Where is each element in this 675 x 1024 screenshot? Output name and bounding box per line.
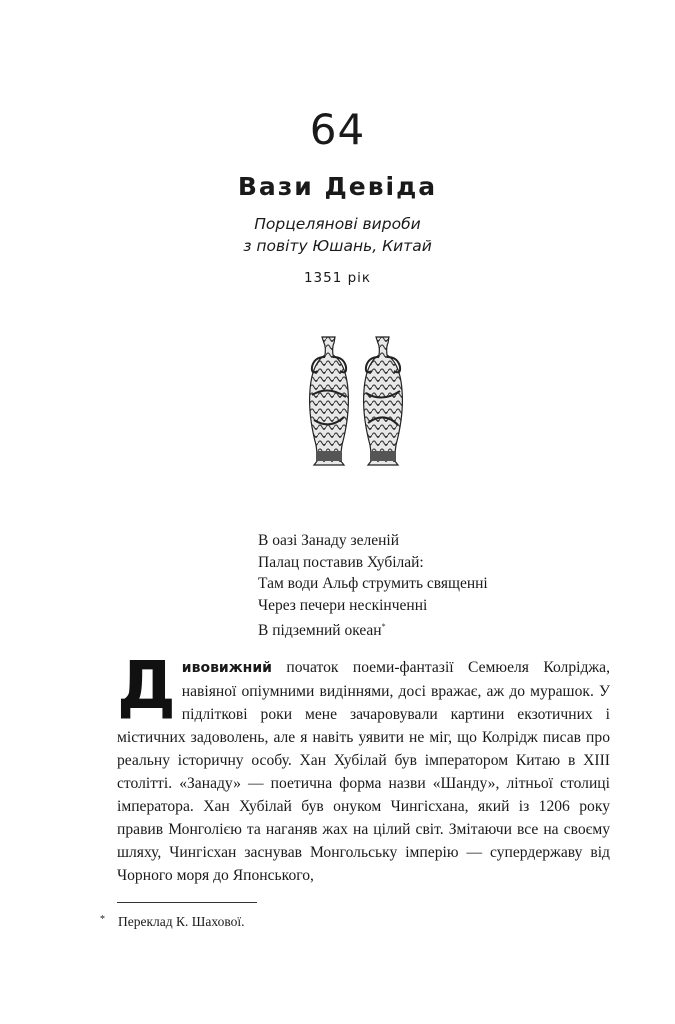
drop-cap: Д	[117, 647, 176, 724]
chapter-number: 64	[309, 105, 366, 154]
poem-line-last	[258, 616, 488, 642]
vase-right	[364, 337, 403, 465]
footnote	[100, 914, 245, 930]
poem-line: В оазі Занаду зеленій	[258, 532, 399, 549]
paragraph-text: початок поеми-фантазії Семюеля Колріджа, навіяної опіумними видіннями, досі вражає, аж до мурашок. У підліткові роки мене зачаровували картини екзотичних і містичних задоволень, але я навіть уявити не міг, що Колрідж писав про реальну історичну особу. Хан Хубілай був імператором Китаю в XIII столітті. «Занаду» — поетична форма назви «Шанду», літньої столиці імператора. Хан Хубілай був онуком Чингісхана, який із 1206 року правив Монголією та наганяв жах на цілий світ. Змітаючи все на своєму шляху, Чингісхан заснував Монгольську імперію — супердержаву від Чорного моря до Японського,	[117, 659, 610, 884]
poem-line: В підземний океан	[258, 622, 382, 640]
footnote-divider	[117, 902, 257, 903]
epigraph-poem	[258, 530, 488, 642]
footnote-marker: *	[100, 914, 105, 925]
chapter-year: 1351 рік	[303, 270, 372, 286]
chapter-title: Вази Девіда	[237, 172, 438, 201]
vases-illustration	[302, 335, 408, 470]
lead-word: ивовижний	[181, 660, 272, 676]
poem-line: Через печери нескінченні	[258, 596, 428, 614]
chapter-subtitle	[0, 213, 675, 257]
vase-left	[310, 337, 349, 465]
poem-line: Там води Альф струмить священні	[258, 575, 488, 592]
footnote-text: Переклад К. Шахової.	[118, 914, 245, 929]
poem-line: Палац поставив Хубілай:	[258, 553, 424, 571]
subtitle-line-2: з повіту Юшань, Китай	[243, 237, 432, 255]
footnote-reference: *	[381, 622, 386, 631]
body-paragraph	[117, 647, 610, 887]
subtitle-line-1: Порцелянові вироби	[254, 215, 421, 233]
